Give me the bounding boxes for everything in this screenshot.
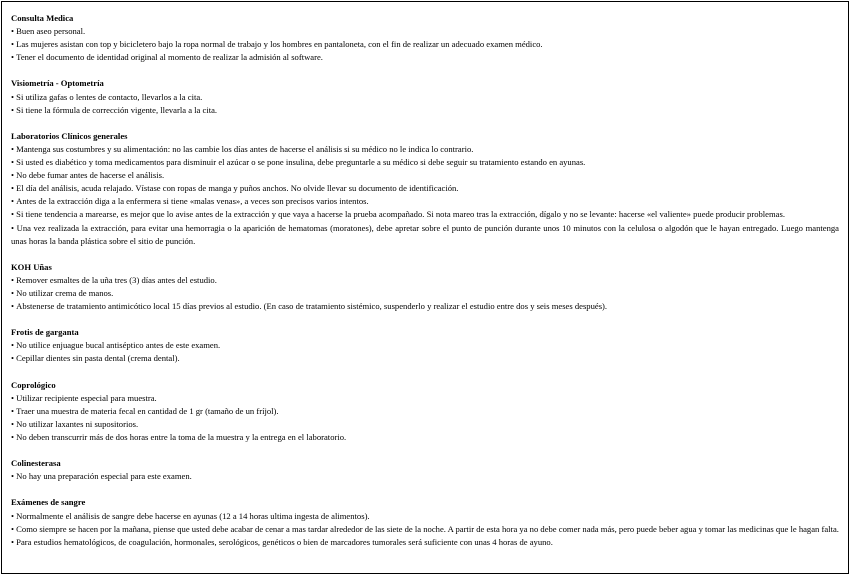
bullet-item: • Tener el documento de identidad original al momento de realizar la admisión al software.	[11, 51, 839, 64]
bullet-item: • Para estudios hematológicos, de coagulación, hormonales, serológicos, genéticos o bien de marcadores tumorales será suficiente con unas 4 horas de ayuno.	[11, 536, 839, 549]
section-title: Exámenes de sangre	[11, 497, 86, 508]
instruction-section	[11, 326, 839, 365]
section-title: Colinesterasa	[11, 458, 61, 469]
bullet-item: • Utilizar recipiente especial para muestra.	[11, 392, 839, 405]
section-title: Coprológico	[11, 379, 56, 390]
instruction-section	[11, 77, 839, 116]
bullet-item: • Si tiene la fórmula de corrección vigente, llevarla a la cita.	[11, 104, 839, 117]
section-title: Frotis de garganta	[11, 327, 79, 338]
instructions-document	[1, 1, 849, 574]
instruction-section	[11, 130, 839, 248]
instruction-section	[11, 457, 839, 483]
bullet-item: • Buen aseo personal.	[11, 25, 839, 38]
section-title: Consulta Medica	[11, 13, 74, 23]
bullet-item: • No hay una preparación especial para este examen.	[11, 470, 839, 483]
section-title: Visiometría - Optometría	[11, 78, 104, 89]
instruction-section	[11, 261, 839, 313]
bullet-item: • Traer una muestra de materia fecal en cantidad de 1 gr (tamaño de un fríjol).	[11, 405, 839, 418]
bullet-item: • Como siempre se hacen por la mañana, piense que usted debe acabar de cenar a mas tardar alrededor de las siete de la noche. A partir de esta hora ya no debe comer nada más, pero puede beber agua y tomar las medicinas que le hagan falta.	[11, 523, 839, 536]
bullet-item: • Si usted es diabético y toma medicamentos para disminuir el azúcar o se pone insulina, debe preguntarle a su médico si debe seguir su tratamiento estando en ayunas.	[11, 156, 839, 169]
bullet-item: • Cepillar dientes sin pasta dental (crema dental).	[11, 352, 839, 365]
bullet-item: • No deben transcurrir más de dos horas entre la toma de la muestra y la entrega en el laboratorio.	[11, 431, 839, 444]
bullet-item: • Mantenga sus costumbres y su alimentación: no las cambie los días antes de hacerse el análisis si su médico no le indica lo contrario.	[11, 143, 839, 156]
instruction-section	[11, 12, 839, 64]
instruction-section	[11, 379, 839, 444]
bullet-item: • No debe fumar antes de hacerse el análisis.	[11, 169, 839, 182]
section-title: Laboratorios Clínicos generales	[11, 130, 128, 141]
bullet-item: • Remover esmaltes de la uña tres (3) días antes del estudio.	[11, 274, 839, 287]
bullet-item: • Normalmente el análisis de sangre debe hacerse en ayunas (12 a 14 horas ultima ingesta de alimentos).	[11, 510, 839, 523]
bullet-item: • No utilizar crema de manos.	[11, 287, 839, 300]
bullet-item: • Abstenerse de tratamiento antimicótico local 15 días previos al estudio. (En caso de tratamiento sistémico, suspenderlo y realizar el estudio entre dos y seis meses después).	[11, 300, 839, 313]
bullet-item: • Antes de la extracción diga a la enfermera si tiene «malas venas», a veces son precisos varios intentos.	[11, 195, 839, 208]
bullet-item: • Las mujeres asistan con top y bicicletero bajo la ropa normal de trabajo y los hombres en pantaloneta, con el fin de realizar un adecuado examen médico.	[11, 38, 839, 51]
section-title: KOH Uñas	[11, 261, 52, 272]
bullet-item: • Si tiene tendencia a marearse, es mejor que lo avise antes de la extracción y que vaya a hacerse la prueba acompañado. Si nota mareo tras la extracción, dígalo y no se levante: hacerse «el valiente» puede producir problemas.	[11, 208, 839, 221]
bullet-item: • Si utiliza gafas o lentes de contacto, llevarlos a la cita.	[11, 91, 839, 104]
bullet-item: • Una vez realizada la extracción, para evitar una hemorragia o la aparición de hematomas (moratones), debe apretar sobre el punto de punción durante unos 10 minutos con la celulosa o algodón que le hayan entregado. Luego mantenga unas horas la banda plástica sobre el sitio de punción.	[11, 222, 839, 248]
bullet-item: • No utilizar laxantes ni supositorios.	[11, 418, 839, 431]
bullet-item: • No utilice enjuague bucal antiséptico antes de este examen.	[11, 339, 839, 352]
bullet-item: • El día del análisis, acuda relajado. Vístase con ropas de manga y puños anchos. No olvide llevar su documento de identificación.	[11, 182, 839, 195]
instruction-section	[11, 496, 839, 548]
